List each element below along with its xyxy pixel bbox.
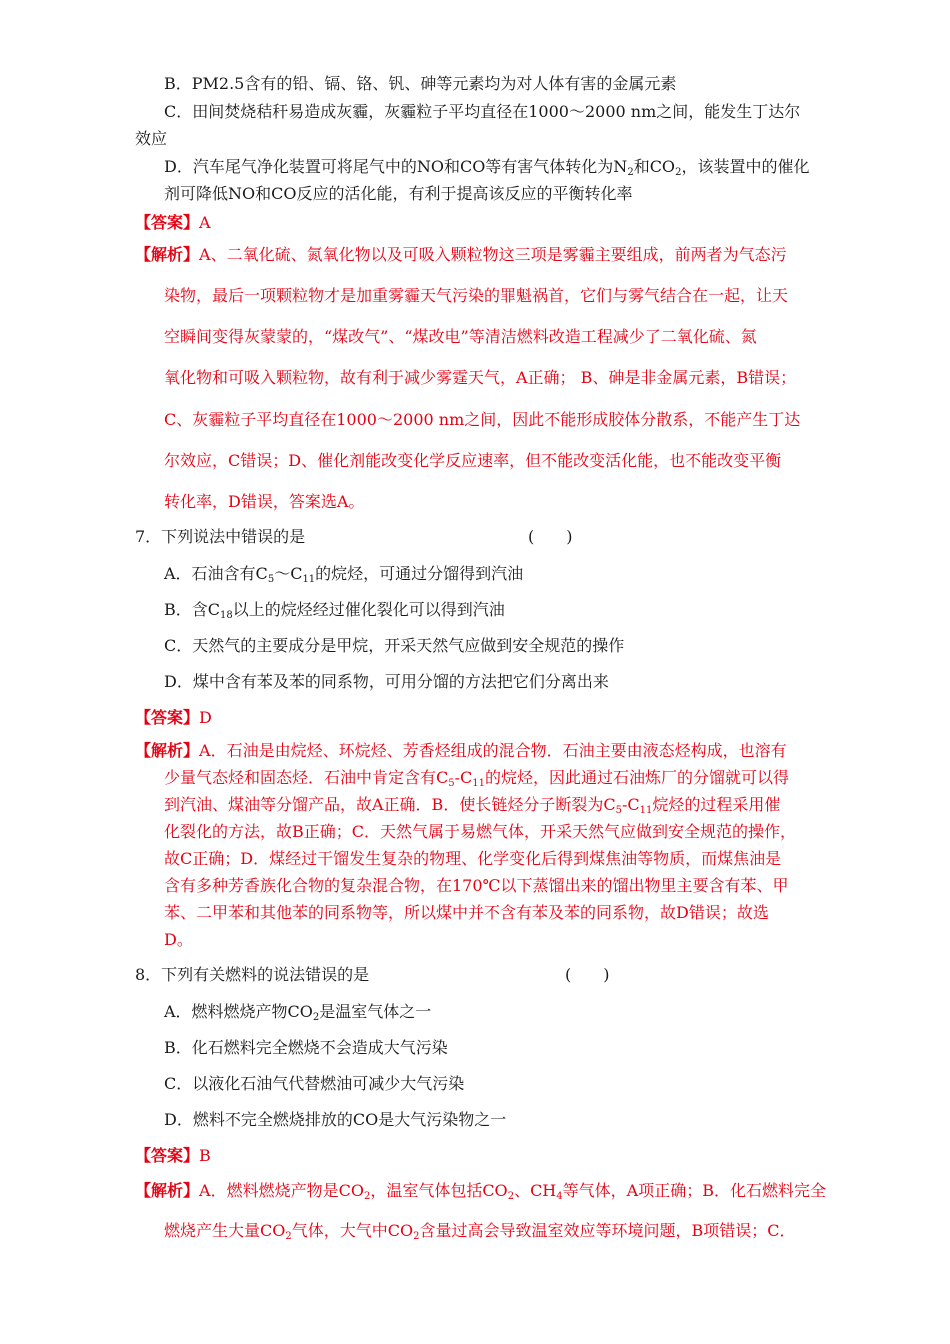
q6-analysis-line4: 氧化物和可吸入颗粒物，故有利于减少雾霆天气，A正确； B、砷是非金属元素，B错误； (164, 368, 797, 387)
q8-stem: 8．下列有关燃料的说法错误的是 (135, 965, 370, 984)
q7-analysis-line7: 苯、二甲苯和其他苯的同系物等，所以煤中并不含有苯及苯的同系物，故D错误；故选 (164, 903, 769, 922)
q6-analysis-line1: 【解析】A、二氧化硫、氮氧化物以及可吸入颗粒物这三项是雾霾主要组成，前两者为气态污 (135, 245, 787, 264)
q7-analysis-line6: 含有多种芳香族化合物的复杂混合物，在170℃以下蒸馏出来的馏出物里主要含有苯、甲 (164, 876, 789, 895)
q6-analysis-line5: C、灰霾粒子平均直径在1000～2000 nm之间，因此不能形成胶体分散系，不能产生丁达 (164, 410, 801, 429)
q8-analysis-line2: 燃烧产生大量$CO_2$气体，大气中$CO_2$含量过高会导致温室效应等环境问题，B项错误；C． (164, 1221, 796, 1242)
q6-analysis-line6: 尔效应，C错误；D、催化剂能改变化学反应速率，但不能改变活化能，也不能改变平衡 (164, 451, 782, 470)
q7-analysis-line2: 少量气态烃和固态烃．石油中肯定含有$C_5-C_{11}$的烷烃，因此通过石油炼厂的分馏就可以得 (164, 768, 790, 789)
q7-answer-blank: ( ) (528, 527, 573, 546)
q6-option-b: B．PM2.5含有的铅、镉、铬、钒、砷等元素均为对人体有害的金属元素 (164, 74, 677, 93)
q8-answer-blank: ( ) (565, 965, 610, 984)
q6-answer: 【答案】A (135, 213, 211, 232)
q7-option-c: C．天然气的主要成分是甲烷，开采天然气应做到安全规范的操作 (164, 636, 625, 655)
q8-option-b: B．化石燃料完全燃烧不会造成大气污染 (164, 1038, 448, 1057)
q8-analysis-line1: 【解析】A．燃料燃烧产物是$CO_2$，温室气体包括$CO_2$、$CH_4$等气体，A项正确；B．化石燃料完全 (135, 1181, 826, 1202)
q7-option-b: B．含$C_{18}$以上的烷烃经过催化裂化可以得到汽油 (164, 600, 505, 621)
q7-answer: 【答案】D (135, 708, 212, 727)
q6-analysis-line2: 染物，最后一项颗粒物才是加重雾霾天气污染的罪魁祸首，它们与雾气结合在一起，让天 (164, 286, 789, 305)
q6-analysis-line3: 空瞬间变得灰蒙蒙的，“煤改气”、“煤改电”等清洁燃料改造工程减少了二氧化硫、氮 (164, 327, 757, 346)
q8-option-c: C．以液化石油气代替燃油可减少大气污染 (164, 1074, 465, 1093)
q7-option-d: D．煤中含有苯及苯的同系物，可用分馏的方法把它们分离出来 (164, 672, 609, 691)
q7-analysis-line8: D。 (164, 930, 193, 949)
q6-option-c-line1: C．田间焚烧秸秆易造成灰霾，灰霾粒子平均直径在1000～2000 nm之间，能发生丁达尔 (164, 102, 801, 121)
q8-answer: 【答案】B (135, 1146, 211, 1165)
q8-option-d: D．燃料不完全燃烧排放的CO是大气污染物之一 (164, 1110, 507, 1129)
q8-option-a: A．燃料燃烧产物$CO_2$是温室气体之一 (164, 1002, 432, 1023)
q7-analysis-line1: 【解析】A．石油是由烷烃、环烷烃、芳香烃组成的混合物．石油主要由液态烃构成，也溶有 (135, 741, 787, 760)
q7-analysis-line3: 到汽油、煤油等分馏产品，故A正确．B．使长链烃分子断裂为$C_5-C_{11}$烷烃的过程采用催 (164, 795, 781, 816)
q6-option-c-line2: 效应 (135, 129, 168, 148)
q7-analysis-line4: 化裂化的方法，故B正确；C．天然气属于易燃气体，开采天然气应做到安全规范的操作， (164, 822, 797, 841)
q6-option-d-line2: 剂可降低NO和CO反应的活化能，有利于提高该反应的平衡转化率 (164, 184, 633, 203)
q6-analysis-line7: 转化率，D错误，答案选A。 (164, 492, 365, 511)
q7-option-a: A．石油含有$C_5\sim C_{11}$的烷烃，可通过分馏得到汽油 (164, 564, 524, 585)
q7-analysis-line5: 故C正确；D．煤经过干馏发生复杂的物理、化学变化后得到煤焦油等物质，而煤焦油是 (164, 849, 782, 868)
q6-option-d-line1: D．汽车尾气净化装置可将尾气中的NO和CO等有害气体转化为$N_2$和$CO_2$，该装置中的催化 (164, 157, 810, 178)
q7-stem: 7．下列说法中错误的是 (135, 527, 306, 546)
